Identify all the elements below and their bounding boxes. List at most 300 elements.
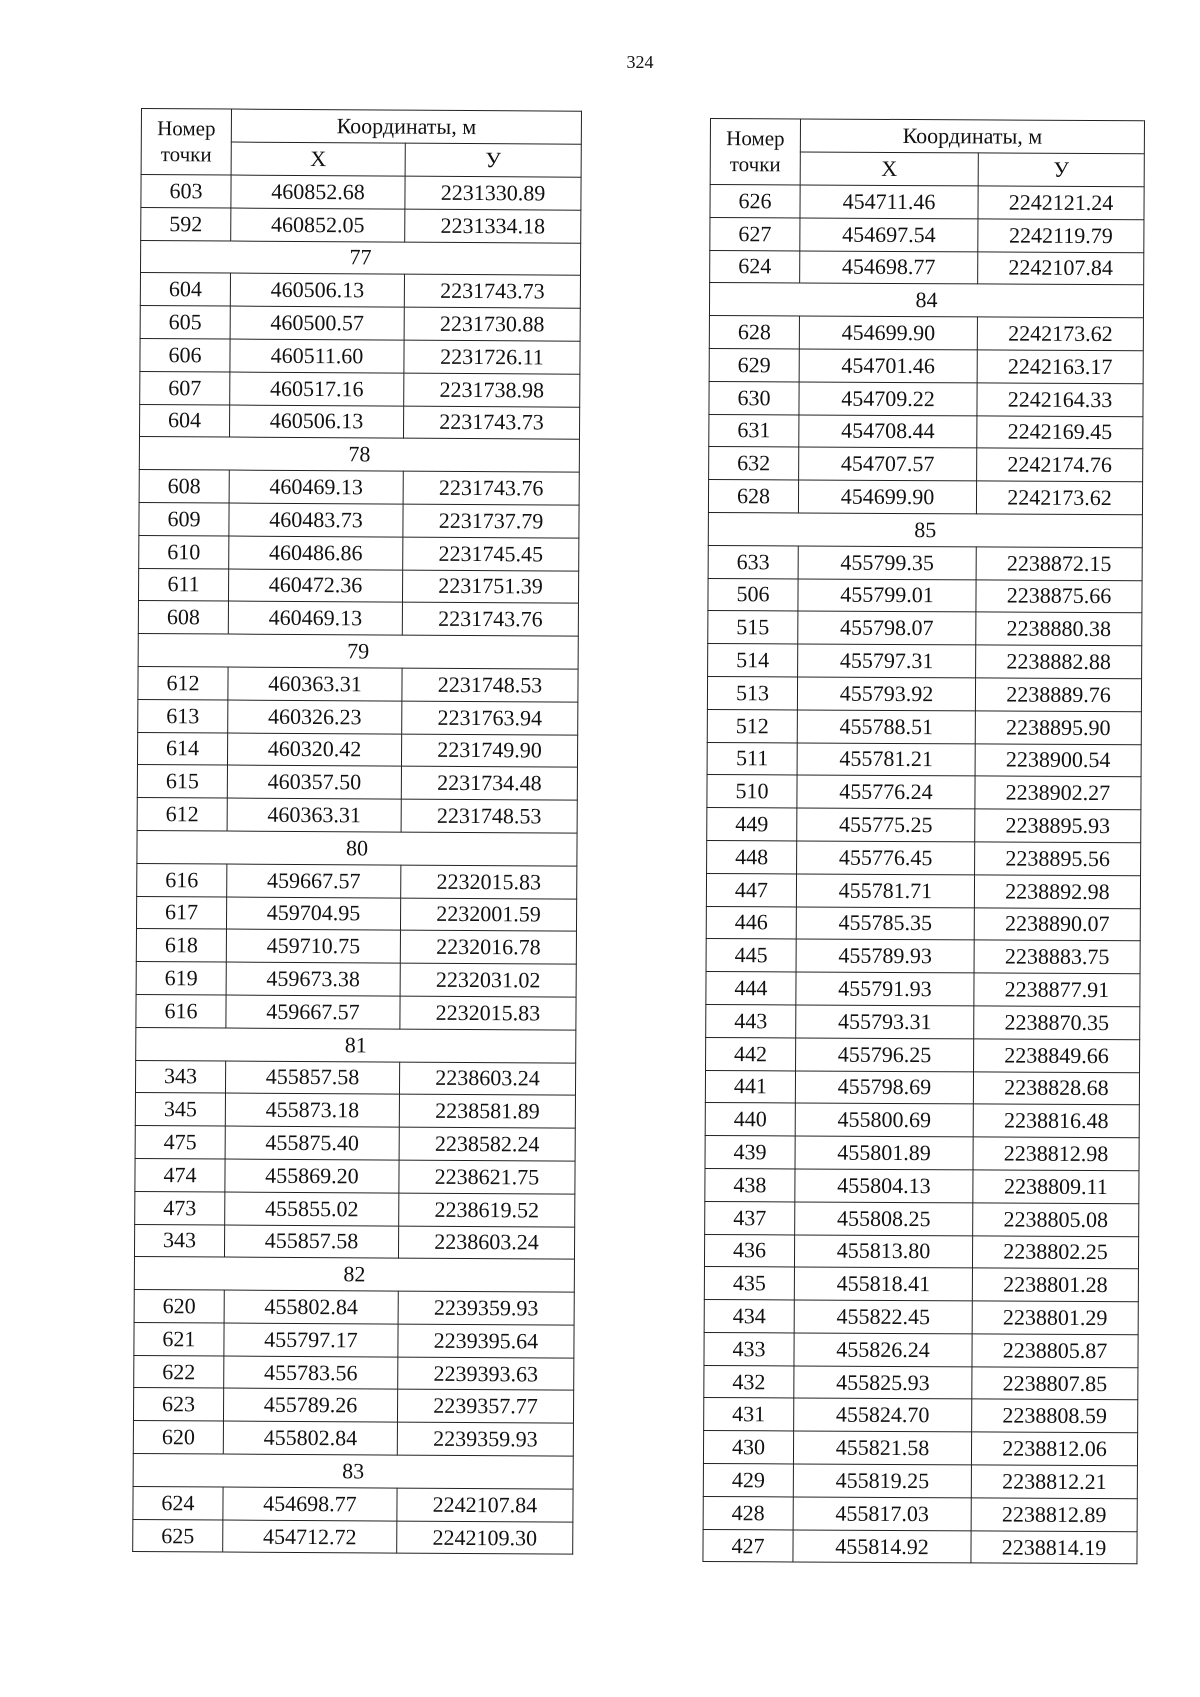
x-coordinate-cell: 460326.23 — [228, 700, 402, 734]
x-coordinate-cell: 455826.24 — [794, 1333, 972, 1367]
table-row — [138, 568, 578, 603]
table-row — [705, 1070, 1139, 1105]
table-row — [133, 1388, 573, 1423]
header-coordinates: Координаты, м — [231, 109, 581, 144]
y-coordinate-cell: 2238814.19 — [971, 1531, 1137, 1565]
x-coordinate-cell: 455801.89 — [795, 1136, 973, 1170]
x-coordinate-cell: 454698.77 — [223, 1487, 397, 1521]
table-row — [139, 535, 579, 570]
contour-number: 82 — [134, 1257, 574, 1292]
point-number-cell: 628 — [708, 480, 798, 513]
x-coordinate-cell: 459704.95 — [226, 897, 400, 931]
x-coordinate-cell: 455783.56 — [224, 1356, 398, 1390]
contour-group-row — [140, 240, 580, 275]
x-coordinate-cell: 460486.86 — [229, 536, 403, 570]
point-number-cell: 622 — [134, 1355, 224, 1388]
contour-number: 81 — [136, 1027, 576, 1062]
y-coordinate-cell: 2242164.33 — [977, 383, 1143, 417]
x-coordinate-cell: 455798.69 — [795, 1070, 973, 1104]
x-coordinate-cell: 460517.16 — [230, 372, 404, 406]
table-row — [709, 316, 1143, 351]
y-coordinate-cell: 2238812.06 — [971, 1432, 1137, 1466]
x-coordinate-cell: 455813.80 — [794, 1234, 972, 1268]
point-number-cell: 440 — [705, 1103, 795, 1136]
y-coordinate-cell: 2238807.85 — [972, 1367, 1138, 1401]
header-coordinates: Координаты, м — [800, 119, 1144, 154]
point-number-cell: 511 — [707, 742, 797, 775]
y-coordinate-cell: 2231330.89 — [405, 176, 581, 210]
y-coordinate-cell: 2238812.89 — [971, 1498, 1137, 1532]
point-number-cell: 604 — [140, 273, 230, 306]
y-coordinate-cell: 2232016.78 — [400, 930, 576, 964]
point-number-cell: 620 — [133, 1421, 223, 1454]
point-number-cell: 428 — [703, 1496, 793, 1529]
x-coordinate-cell: 460357.50 — [227, 765, 401, 799]
x-coordinate-cell: 455796.25 — [796, 1038, 974, 1072]
x-coordinate-cell: 459667.57 — [227, 864, 401, 898]
y-coordinate-cell: 2239393.63 — [398, 1357, 574, 1391]
point-number-cell: 445 — [706, 939, 796, 972]
header-y: У — [978, 153, 1144, 187]
y-coordinate-cell: 2231726.11 — [404, 340, 580, 374]
x-coordinate-cell: 455781.71 — [796, 874, 974, 908]
point-number-cell: 429 — [703, 1464, 793, 1497]
table-row — [137, 863, 577, 898]
point-number-cell: 448 — [707, 840, 797, 873]
table-row — [703, 1496, 1137, 1531]
x-coordinate-cell: 455798.07 — [798, 611, 976, 645]
x-coordinate-cell: 455802.84 — [223, 1421, 397, 1455]
contour-number: 85 — [708, 512, 1142, 547]
x-coordinate-cell: 455804.13 — [795, 1169, 973, 1203]
table-row — [708, 578, 1142, 613]
table-row — [134, 1355, 574, 1390]
table-row — [709, 381, 1143, 416]
table-row — [139, 502, 579, 537]
y-coordinate-cell: 2242109.30 — [397, 1521, 573, 1555]
x-coordinate-cell: 454709.22 — [799, 382, 977, 416]
x-coordinate-cell: 455857.58 — [225, 1061, 399, 1095]
y-coordinate-cell: 2238805.87 — [972, 1334, 1138, 1368]
contour-group-row — [708, 512, 1142, 547]
header-x: X — [231, 142, 405, 176]
point-number-cell: 623 — [133, 1388, 223, 1421]
y-coordinate-cell: 2239395.64 — [398, 1324, 574, 1358]
table-row — [134, 1322, 574, 1357]
contour-number: 78 — [139, 437, 579, 472]
table-row — [707, 676, 1141, 711]
x-coordinate-cell: 455776.45 — [797, 841, 975, 875]
y-coordinate-cell: 2238582.24 — [399, 1127, 575, 1161]
point-number-cell: 437 — [705, 1201, 795, 1234]
y-coordinate-cell: 2242107.84 — [397, 1488, 573, 1522]
y-coordinate-cell: 2238880.38 — [976, 612, 1142, 646]
point-number-cell: 614 — [137, 732, 227, 765]
table-row — [134, 1224, 574, 1259]
y-coordinate-cell: 2238900.54 — [975, 743, 1141, 777]
y-coordinate-cell: 2238895.56 — [975, 842, 1141, 876]
y-coordinate-cell: 2231737.79 — [403, 504, 579, 538]
point-number-cell: 434 — [704, 1300, 794, 1333]
point-number-cell: 610 — [139, 535, 229, 568]
y-coordinate-cell: 2238812.21 — [971, 1465, 1137, 1499]
table-row — [708, 480, 1142, 515]
x-coordinate-cell: 460506.13 — [229, 405, 403, 439]
point-number-cell: 605 — [140, 306, 230, 339]
table-row — [135, 1093, 575, 1128]
table-row — [708, 545, 1142, 580]
y-coordinate-cell: 2232031.02 — [400, 963, 576, 997]
table-row — [135, 1060, 575, 1095]
y-coordinate-cell: 2238621.75 — [399, 1160, 575, 1194]
x-coordinate-cell: 455819.25 — [793, 1464, 971, 1498]
contour-group-row — [137, 830, 577, 865]
x-coordinate-cell: 459710.75 — [226, 929, 400, 963]
point-number-cell: 608 — [139, 470, 229, 503]
table-row — [133, 1421, 573, 1456]
table-row — [707, 775, 1141, 810]
y-coordinate-cell: 2231748.53 — [401, 799, 577, 833]
point-number-cell: 441 — [705, 1070, 795, 1103]
point-number-cell: 612 — [137, 798, 227, 831]
point-number-cell: 607 — [140, 371, 230, 404]
table-row — [708, 611, 1142, 646]
y-coordinate-cell: 2238877.91 — [974, 973, 1140, 1007]
point-number-cell: 621 — [134, 1322, 224, 1355]
table-row — [137, 765, 577, 800]
table-row — [138, 699, 578, 734]
table-row — [707, 742, 1141, 777]
point-number-cell: 443 — [706, 1004, 796, 1037]
y-coordinate-cell: 2231738.98 — [404, 373, 580, 407]
x-coordinate-cell: 455797.31 — [798, 644, 976, 678]
contour-group-row — [136, 1027, 576, 1062]
table-row — [709, 447, 1143, 482]
point-number-cell: 603 — [141, 175, 231, 208]
point-number-cell: 447 — [706, 873, 796, 906]
x-coordinate-cell: 454712.72 — [223, 1520, 397, 1554]
point-number-cell: 510 — [707, 775, 797, 808]
x-coordinate-cell: 455785.35 — [796, 906, 974, 940]
table-row — [139, 404, 579, 439]
x-coordinate-cell: 459667.57 — [226, 995, 400, 1029]
y-coordinate-cell: 2238809.11 — [973, 1170, 1139, 1204]
x-coordinate-cell: 455802.84 — [224, 1290, 398, 1324]
y-coordinate-cell: 2238801.29 — [972, 1301, 1138, 1335]
y-coordinate-cell: 2231745.45 — [403, 537, 579, 571]
table-row — [135, 1126, 575, 1161]
table-row — [138, 666, 578, 701]
y-coordinate-cell: 2242119.79 — [978, 219, 1144, 253]
table-row — [705, 1136, 1139, 1171]
x-coordinate-cell: 455775.25 — [797, 808, 975, 842]
table-row — [710, 185, 1144, 220]
x-coordinate-cell: 454699.90 — [799, 316, 977, 350]
y-coordinate-cell: 2238895.90 — [975, 711, 1141, 745]
point-number-cell: 627 — [710, 217, 800, 250]
table-row — [704, 1300, 1138, 1335]
table-row — [137, 798, 577, 833]
y-coordinate-cell: 2238802.25 — [972, 1235, 1138, 1269]
header-point-number: Номер точки — [710, 119, 800, 185]
point-number-cell: 619 — [136, 962, 226, 995]
point-number-cell: 632 — [709, 447, 799, 480]
point-number-cell: 616 — [136, 994, 226, 1027]
point-number-cell: 474 — [135, 1158, 225, 1191]
point-number-cell: 624 — [710, 250, 800, 283]
x-coordinate-cell: 459673.38 — [226, 962, 400, 996]
table-row — [141, 175, 581, 210]
y-coordinate-cell: 2242173.62 — [977, 317, 1143, 351]
x-coordinate-cell: 455857.58 — [224, 1225, 398, 1259]
x-coordinate-cell: 455808.25 — [795, 1202, 973, 1236]
x-coordinate-cell: 455781.21 — [797, 743, 975, 777]
coordinates-table-left — [132, 108, 582, 1555]
x-coordinate-cell: 455791.93 — [796, 972, 974, 1006]
point-number-cell: 436 — [704, 1234, 794, 1267]
point-number-cell: 430 — [703, 1431, 793, 1464]
y-coordinate-cell: 2231749.90 — [401, 734, 577, 768]
point-number-cell: 626 — [710, 185, 800, 218]
header-point-number: Номер точки — [141, 109, 231, 176]
header-y: У — [405, 143, 581, 177]
y-coordinate-cell: 2239359.93 — [398, 1291, 574, 1325]
y-coordinate-cell: 2238902.27 — [975, 776, 1141, 810]
table-row — [709, 348, 1143, 383]
table-row — [707, 709, 1141, 744]
x-coordinate-cell: 455873.18 — [225, 1093, 399, 1127]
x-coordinate-cell: 460320.42 — [227, 733, 401, 767]
x-coordinate-cell: 455788.51 — [797, 710, 975, 744]
y-coordinate-cell: 2238882.88 — [976, 645, 1142, 679]
point-number-cell: 611 — [138, 568, 228, 601]
contour-number: 79 — [138, 634, 578, 669]
contour-group-row — [133, 1454, 573, 1489]
table-row — [706, 1037, 1140, 1072]
point-number-cell: 631 — [709, 414, 799, 447]
table-row — [708, 644, 1142, 679]
x-coordinate-cell: 455855.02 — [225, 1192, 399, 1226]
table-row — [135, 1158, 575, 1193]
point-number-cell: 439 — [705, 1136, 795, 1169]
table-row — [139, 470, 579, 505]
table-row — [140, 338, 580, 373]
y-coordinate-cell: 2231734.48 — [401, 766, 577, 800]
contour-group-row — [709, 283, 1143, 318]
point-number-cell: 625 — [133, 1519, 223, 1552]
point-number-cell: 435 — [704, 1267, 794, 1300]
point-number-cell: 475 — [135, 1126, 225, 1159]
point-number-cell: 506 — [708, 578, 798, 611]
x-coordinate-cell: 460363.31 — [227, 798, 401, 832]
point-number-cell: 615 — [137, 765, 227, 798]
point-number-cell: 609 — [139, 502, 229, 535]
table-row — [135, 1191, 575, 1226]
table-row — [710, 217, 1144, 252]
point-number-cell: 438 — [705, 1168, 795, 1201]
y-coordinate-cell: 2242107.84 — [978, 251, 1144, 285]
point-number-cell: 624 — [133, 1486, 223, 1519]
contour-group-row — [134, 1257, 574, 1292]
point-number-cell: 628 — [709, 316, 799, 349]
table-row — [706, 873, 1140, 908]
y-coordinate-cell: 2238603.24 — [399, 1062, 575, 1096]
x-coordinate-cell: 455818.41 — [794, 1267, 972, 1301]
y-coordinate-cell: 2238890.07 — [974, 907, 1140, 941]
point-number-cell: 444 — [706, 972, 796, 1005]
table-row — [137, 732, 577, 767]
x-coordinate-cell: 454701.46 — [799, 349, 977, 383]
point-number-cell: 345 — [135, 1093, 225, 1126]
y-coordinate-cell: 2238619.52 — [399, 1193, 575, 1227]
coordinates-table-right — [702, 118, 1145, 1565]
table-row — [707, 808, 1141, 843]
header-x: X — [800, 152, 978, 186]
table-row — [133, 1486, 573, 1521]
x-coordinate-cell: 455789.93 — [796, 939, 974, 973]
table-row — [136, 962, 576, 997]
y-coordinate-cell: 2242173.62 — [976, 481, 1142, 515]
table-row — [706, 939, 1140, 974]
x-coordinate-cell: 455821.58 — [793, 1431, 971, 1465]
x-coordinate-cell: 455817.03 — [793, 1497, 971, 1531]
x-coordinate-cell: 455825.93 — [794, 1366, 972, 1400]
point-number-cell: 630 — [709, 381, 799, 414]
point-number-cell: 473 — [135, 1191, 225, 1224]
table-row — [138, 601, 578, 636]
table-row — [705, 1168, 1139, 1203]
table-row — [136, 896, 576, 931]
table-row — [133, 1519, 573, 1554]
y-coordinate-cell: 2238870.35 — [974, 1006, 1140, 1040]
table-row — [141, 207, 581, 242]
x-coordinate-cell: 455793.31 — [796, 1005, 974, 1039]
y-coordinate-cell: 2238895.93 — [975, 809, 1141, 843]
point-number-cell: 608 — [138, 601, 228, 634]
point-number-cell: 616 — [137, 863, 227, 896]
y-coordinate-cell: 2231751.39 — [402, 570, 578, 604]
x-coordinate-cell: 460852.05 — [231, 208, 405, 242]
point-number-cell: 343 — [135, 1060, 225, 1093]
x-coordinate-cell: 455875.40 — [225, 1126, 399, 1160]
point-number-cell: 515 — [708, 611, 798, 644]
y-coordinate-cell: 2238828.68 — [973, 1071, 1139, 1105]
table-row — [706, 972, 1140, 1007]
table-row — [703, 1529, 1137, 1564]
x-coordinate-cell: 460363.31 — [228, 667, 402, 701]
point-number-cell: 427 — [703, 1529, 793, 1562]
point-number-cell: 432 — [704, 1365, 794, 1398]
contour-number: 83 — [133, 1454, 573, 1489]
y-coordinate-cell: 2238581.89 — [399, 1094, 575, 1128]
y-coordinate-cell: 2231763.94 — [402, 701, 578, 735]
x-coordinate-cell: 460472.36 — [228, 569, 402, 603]
x-coordinate-cell: 460500.57 — [230, 306, 404, 340]
y-coordinate-cell: 2239357.77 — [397, 1390, 573, 1424]
point-number-cell: 606 — [140, 338, 230, 371]
table-row — [705, 1103, 1139, 1138]
x-coordinate-cell: 455824.70 — [794, 1398, 972, 1432]
y-coordinate-cell: 2231743.76 — [403, 471, 579, 505]
point-number-cell: 431 — [704, 1398, 794, 1431]
point-number-cell: 617 — [136, 896, 226, 929]
y-coordinate-cell: 2238892.98 — [974, 875, 1140, 909]
y-coordinate-cell: 2232001.59 — [400, 898, 576, 932]
x-coordinate-cell: 455799.35 — [798, 546, 976, 580]
x-coordinate-cell: 460511.60 — [230, 339, 404, 373]
x-coordinate-cell: 454699.90 — [798, 480, 976, 514]
x-coordinate-cell: 455822.45 — [794, 1300, 972, 1334]
y-coordinate-cell: 2238801.28 — [972, 1268, 1138, 1302]
contour-number: 77 — [140, 240, 580, 275]
y-coordinate-cell: 2242174.76 — [977, 448, 1143, 482]
contour-group-row — [138, 634, 578, 669]
y-coordinate-cell: 2238872.15 — [976, 547, 1142, 581]
x-coordinate-cell: 455800.69 — [795, 1103, 973, 1137]
point-number-cell: 433 — [704, 1332, 794, 1365]
point-number-cell: 612 — [138, 666, 228, 699]
x-coordinate-cell: 454698.77 — [800, 251, 978, 285]
y-coordinate-cell: 2232015.83 — [400, 996, 576, 1030]
table-row — [706, 1004, 1140, 1039]
x-coordinate-cell: 455797.17 — [224, 1323, 398, 1357]
point-number-cell: 592 — [141, 207, 231, 240]
x-coordinate-cell: 455793.92 — [797, 677, 975, 711]
contour-number: 84 — [709, 283, 1143, 318]
contour-number: 80 — [137, 830, 577, 865]
table-row — [140, 306, 580, 341]
point-number-cell: 343 — [134, 1224, 224, 1257]
table-row — [704, 1267, 1138, 1302]
y-coordinate-cell: 2242121.24 — [978, 186, 1144, 220]
y-coordinate-cell: 2231743.73 — [404, 275, 580, 309]
x-coordinate-cell: 454707.57 — [799, 447, 977, 481]
y-coordinate-cell: 2238603.24 — [398, 1226, 574, 1260]
page-number: 324 — [626, 52, 654, 72]
y-coordinate-cell: 2238812.98 — [973, 1137, 1139, 1171]
point-number-cell: 629 — [709, 348, 799, 381]
y-coordinate-cell: 2239359.93 — [397, 1422, 573, 1456]
y-coordinate-cell: 2238816.48 — [973, 1104, 1139, 1138]
table-row — [134, 1290, 574, 1325]
table-row — [140, 273, 580, 308]
x-coordinate-cell: 454708.44 — [799, 415, 977, 449]
table-row — [709, 414, 1143, 449]
x-coordinate-cell: 460469.13 — [229, 470, 403, 504]
y-coordinate-cell: 2232015.83 — [401, 865, 577, 899]
y-coordinate-cell: 2238875.66 — [976, 579, 1142, 613]
point-number-cell: 513 — [707, 676, 797, 709]
x-coordinate-cell: 460483.73 — [229, 503, 403, 537]
table-row — [704, 1234, 1138, 1269]
x-coordinate-cell: 455789.26 — [223, 1389, 397, 1423]
x-coordinate-cell: 460506.13 — [230, 273, 404, 307]
y-coordinate-cell: 2231748.53 — [402, 668, 578, 702]
x-coordinate-cell: 454711.46 — [800, 185, 978, 219]
point-number-cell: 512 — [707, 709, 797, 742]
point-number-cell: 618 — [136, 929, 226, 962]
y-coordinate-cell: 2242169.45 — [977, 415, 1143, 449]
table-row — [703, 1431, 1137, 1466]
x-coordinate-cell: 460852.68 — [231, 175, 405, 209]
table-row — [704, 1365, 1138, 1400]
table-row — [136, 929, 576, 964]
point-number-cell: 446 — [706, 906, 796, 939]
point-number-cell: 620 — [134, 1290, 224, 1323]
table-row — [703, 1464, 1137, 1499]
y-coordinate-cell: 2238883.75 — [974, 940, 1140, 974]
x-coordinate-cell: 460469.13 — [228, 601, 402, 635]
